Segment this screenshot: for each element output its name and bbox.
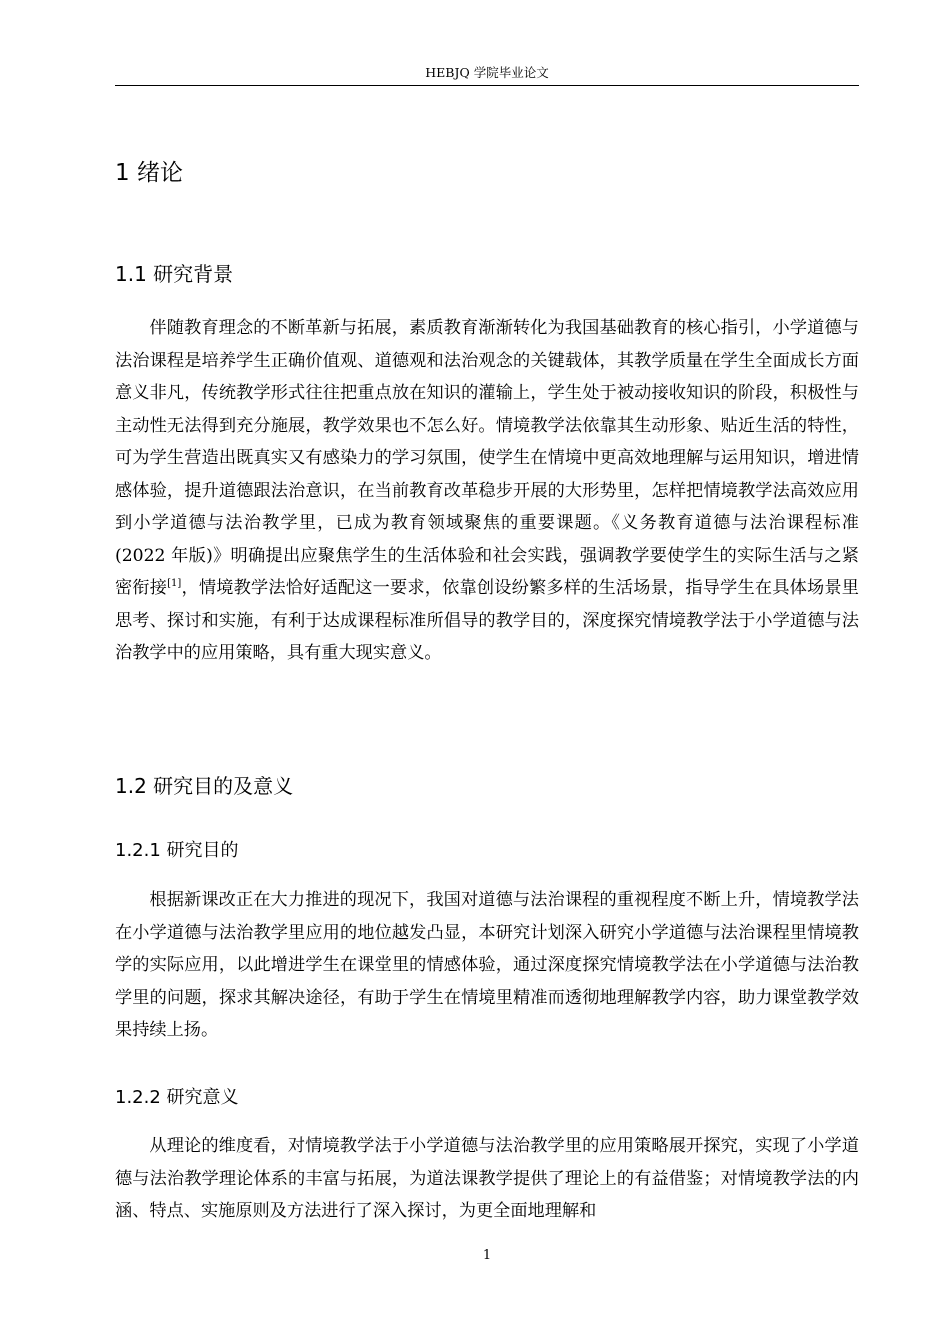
subsection-title-1-2-2: 1.2.2 研究意义 bbox=[115, 1087, 239, 1108]
page-number: 1 bbox=[482, 1248, 492, 1263]
paragraph-background-part-b: ，情境教学法恰好适配这一要求，依靠创设纷繁多样的生活场景，指导学生在具体场景里思考、探讨和实施，有利于达成课程标准所倡导的教学目的，深度探究情境教学法于小学道德与法治教学中的应用策略，具有重大现实意义。 bbox=[115, 578, 859, 663]
citation-ref: [1] bbox=[167, 578, 182, 589]
paragraph-background-part-a: 伴随教育理念的不断革新与拓展，素质教育渐渐转化为我国基础教育的核心指引，小学道德与法治课程是培养学生正确价值观、道德观和法治观念的关键载体，其教学质量在学生全面成长方面意义非凡，传统教学形式往往把重点放在知识的灌输上，学生处于被动接收知识的阶段，积极性与主动性无法得到充分施展，教学效果也不怎么好。情境教学法依靠其生动形象、贴近生活的特性，可为学生营造出既真实又有感染力的学习氛围，使学生在情境中更高效地理解与运用知识，增进情感体验，提升道德跟法治意识，在当前教育改革稳步开展的大形势里，怎样把情境教学法高效应用到小学道德与法治教学里，已成为教育领域聚焦的重要课题。《义务教育道德与法治课程标准(2022 年版)》明确提出应聚焦学生的生活体验和社会实践，强调教学要使学生的实际生活与之紧密衔接 bbox=[115, 318, 859, 598]
chapter-title: 1 绪论 bbox=[115, 160, 183, 186]
subsection-title-1-2-1: 1.2.1 研究目的 bbox=[115, 840, 239, 861]
paragraph-purpose: 根据新课改正在大力推进的现况下，我国对道德与法治课程的重视程度不断上升，情境教学法在小学道德与法治教学里应用的地位越发凸显，本研究计划深入研究小学道德与法治课程里情境教学的实际应用，以此增进学生在课堂里的情感体验，通过深度探究情境教学法在小学道德与法治教学里的问题，探求其解决途径，有助于学生在情境里精准而透彻地理解教学内容，助力课堂教学效果持续上扬。 bbox=[115, 890, 859, 1040]
paragraph-background bbox=[115, 312, 859, 670]
section-title-1-2: 1.2 研究目的及意义 bbox=[115, 774, 294, 798]
paragraph-significance: 从理论的维度看，对情境教学法于小学道德与法治教学里的应用策略展开探究，实现了小学道德与法治教学理论体系的丰富与拓展，为道法课教学提供了理论上的有益借鉴；对情境教学法的内涵、特点、实施原则及方法进行了深入探讨，为更全面地理解和 bbox=[115, 1136, 859, 1221]
header-rule bbox=[115, 85, 859, 86]
running-header: HEBJQ 学院毕业论文 bbox=[425, 65, 549, 80]
section-title-1-1: 1.1 研究背景 bbox=[115, 262, 234, 286]
